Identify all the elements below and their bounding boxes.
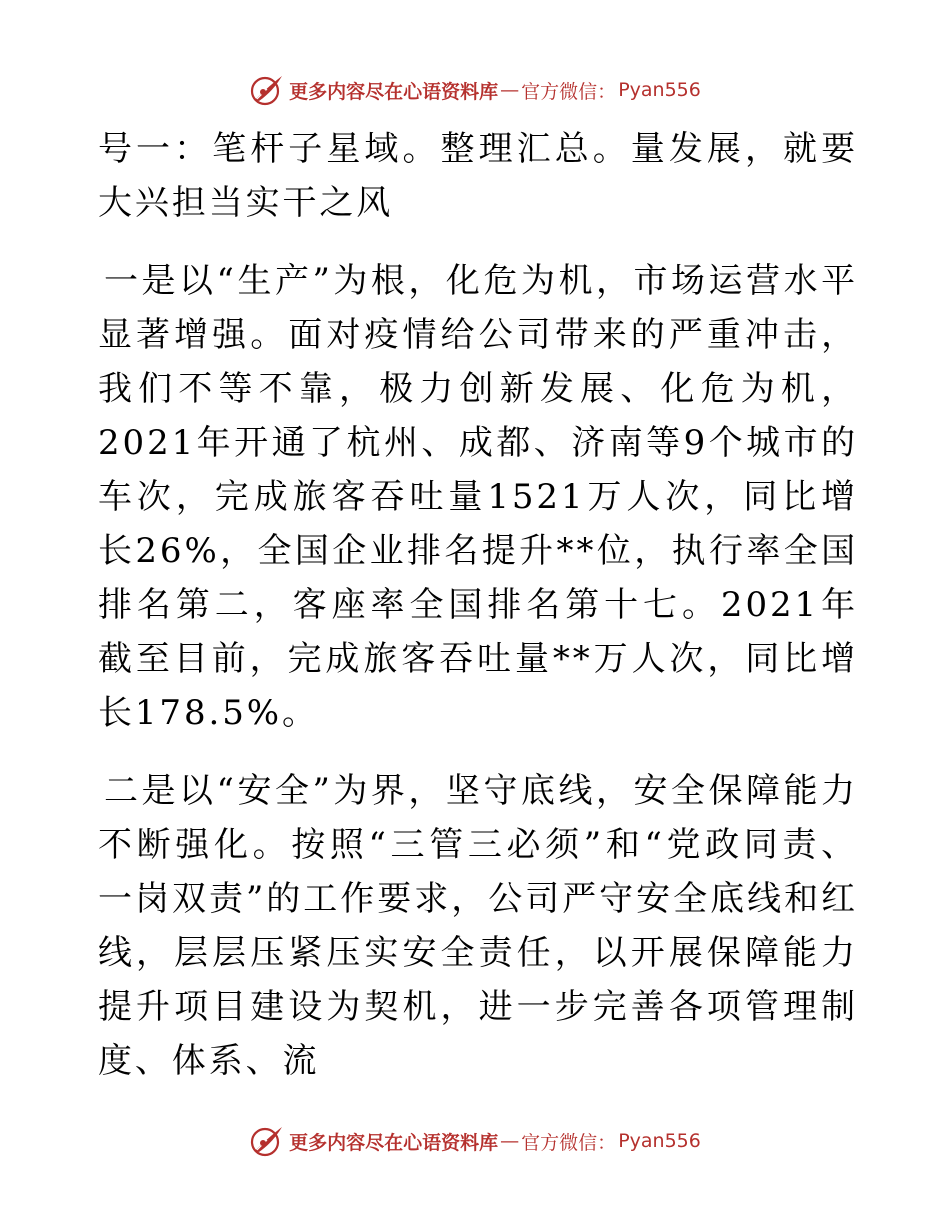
paragraph-safety-text: 二是以“安全”为界，坚守底线，安全保障能力不断强化。按照“三管三必须”和“党政同责、一岗双责”的工作要求，公司严守安全底线和红线，层层压紧压实安全责任，以开展保障能力提升项目建设为契机，进一步完善各项管理制度、体系、流 bbox=[98, 771, 858, 1081]
footer-site-text: 更多内容尽在心语资料库 bbox=[289, 1131, 499, 1154]
header-separator: — bbox=[500, 79, 520, 101]
header-wechat-label: 官方微信 bbox=[521, 80, 598, 103]
paragraph-production-text: 一是以“生产”为根，化危为机，市场运营水平显著增强。面对疫情给公司带来的严重冲击，我们不等不靠，极力创新发展、化危为机，2021年开通了杭州、成都、济南等9个城市的车次，完成旅客吞吐量1521万人次，同比增长26%，全国企业排名提升**位，执行率全国排名第二，客座率全国排名第十七。2021年截至目前，完成旅客吞吐量**万人次，同比增长178.5%。 bbox=[98, 261, 858, 733]
paragraph-safety bbox=[98, 764, 858, 1088]
paragraph-production bbox=[98, 254, 858, 740]
intro-text: 号一：笔杆子星域。整理汇总。量发展，就要大兴担当实干之风 bbox=[98, 129, 858, 223]
header-site-text: 更多内容尽在心语资料库 bbox=[289, 80, 499, 103]
footer-wechat-label: 官方微信 bbox=[521, 1131, 598, 1154]
quill-pen-logo-icon bbox=[249, 1123, 285, 1159]
header-colon: ： bbox=[597, 80, 617, 103]
header-wechat-account: Pyan556 bbox=[618, 79, 701, 101]
footer-banner bbox=[0, 1121, 950, 1161]
header-banner bbox=[0, 70, 950, 110]
footer-colon: ： bbox=[597, 1131, 617, 1154]
quill-pen-logo-icon bbox=[249, 72, 285, 108]
footer-separator: — bbox=[500, 1130, 520, 1152]
footer-wechat-account: Pyan556 bbox=[618, 1130, 701, 1152]
document-body bbox=[98, 122, 858, 1112]
